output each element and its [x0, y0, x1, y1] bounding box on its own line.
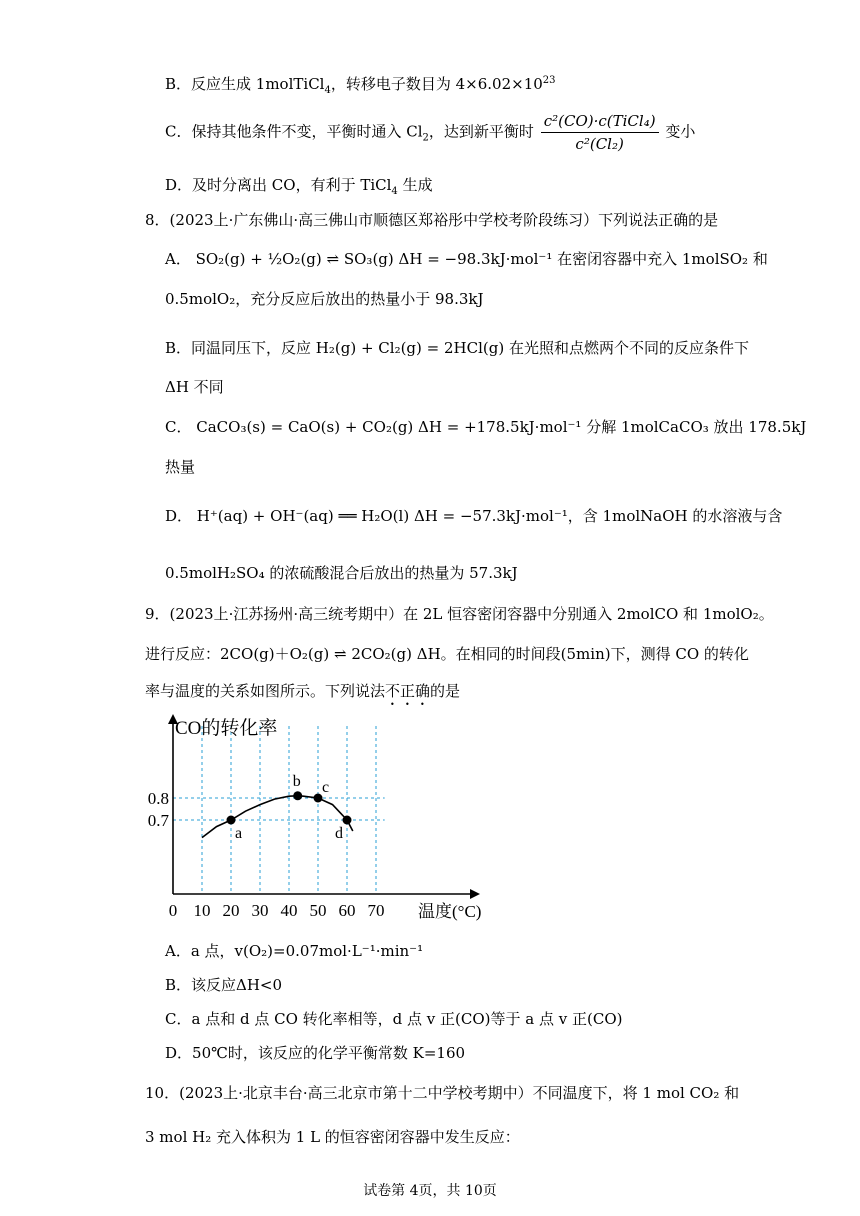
- point-label-b: b: [292, 772, 301, 790]
- fraction-numerator: c²(CO)·c(TiCl₄): [541, 112, 659, 133]
- co-conversion-chart: [135, 712, 495, 924]
- point-b: [293, 791, 302, 800]
- q8-option-d-line1: D． H⁺(aq) + OH⁻(aq) ══ H₂O(l) ΔH = −57.3kJ·mol⁻¹，含 1molNaOH 的水溶液与含: [165, 507, 783, 525]
- q9-stem-line2: 进行反应：2CO(g)＋O₂(g) ⇌ 2CO₂(g) ΔH。在相同的时间段(5min)下，测得 CO 的转化: [145, 645, 749, 663]
- chart-ticks: [148, 789, 385, 920]
- x-tick-label: 40: [280, 901, 298, 920]
- q10-stem-line1: 10．(2023上·北京丰台·高三北京市第十二中学校考期中）不同温度下，将 1 mol CO₂ 和: [145, 1084, 740, 1102]
- q7-optc-fraction: [541, 112, 659, 153]
- q9-option-c: C．a 点和 d 点 CO 转化率相等，d 点 v 正(CO)等于 a 点 v 正(CO): [165, 1010, 623, 1028]
- q9-stem-line1: 9．(2023上·江苏扬州·高三统考期中）在 2L 恒容密闭容器中分别通入 2molCO 和 1molO₂。: [145, 605, 774, 623]
- y-tick-label: 0.8: [147, 789, 169, 808]
- x-tick-label: 30: [251, 901, 269, 920]
- point-a: [227, 816, 236, 825]
- point-d: [343, 816, 352, 825]
- x-tick-label: 70: [367, 901, 385, 920]
- x-tick-label: 50: [309, 901, 327, 920]
- q9-stem-line3: [145, 680, 460, 709]
- chart-y-axis-label: CO的转化率: [175, 718, 278, 739]
- fraction-denominator: c²(Cl₂): [575, 135, 624, 153]
- q7-optb-sub: 4: [324, 85, 331, 96]
- q9-option-b: B．该反应ΔH<0: [165, 976, 283, 994]
- q7-option-d: [165, 174, 433, 197]
- q8-option-d-line2: 0.5molH₂SO₄ 的浓硫酸混合后放出的热量为 57.3kJ: [165, 564, 518, 582]
- q8-option-b-line1: B．同温同压下，反应 H₂(g) + Cl₂(g) = 2HCl(g) 在光照和点燃两个不同的反应条件下: [165, 339, 749, 357]
- q7-option-b: [165, 73, 556, 96]
- conversion-curve: [202, 796, 353, 838]
- q7-optc-text2: ，达到新平衡时: [428, 122, 534, 141]
- q7-option-c: [165, 112, 695, 153]
- page-footer: 试卷第 4页，共 10页: [363, 1183, 497, 1199]
- chart-points: [227, 773, 352, 842]
- chart-x-axis-label: 温度(°C): [418, 902, 482, 921]
- q9-emphasis-not-correct: 不正确: [385, 682, 431, 700]
- q7-optd-text2: 生成: [397, 176, 433, 194]
- q7-optc-text1: C．保持其他条件不变，平衡时通入 Cl: [165, 122, 423, 141]
- q7-optd-text1: D．及时分离出 CO，有利于 TiCl: [165, 176, 392, 194]
- chart-grid: [173, 726, 385, 894]
- x-tick-label: 10: [193, 901, 211, 920]
- q9-stem-line3-c: 的是: [430, 682, 461, 700]
- q8-stem: 8．(2023上·广东佛山·高三佛山市顺德区郑裕彤中学校考阶段练习）下列说法正确的是: [145, 211, 719, 229]
- point-label-c: c: [322, 779, 330, 796]
- q8-option-c-line2: 热量: [165, 458, 196, 476]
- x-axis-arrow: [470, 889, 480, 899]
- y-tick-label: 0.7: [147, 811, 169, 830]
- q7-optc-suffix: 变小: [665, 122, 696, 141]
- q7-optb-text1: B．反应生成 1molTiCl: [165, 75, 325, 93]
- q7-optd-sub: 4: [391, 186, 398, 197]
- q7-optb-sup: 23: [542, 75, 556, 86]
- q8-option-b-line2: ΔH 不同: [165, 378, 224, 396]
- q9-option-a: A．a 点，v(O₂)=0.07mol·L⁻¹·min⁻¹: [165, 942, 424, 960]
- q9-stem-line3-a: 率与温度的关系如图所示。下列说法: [145, 682, 386, 700]
- point-label-a: a: [235, 825, 243, 842]
- q10-stem-line2: 3 mol H₂ 充入体积为 1 L 的恒容密闭容器中发生反应：: [145, 1128, 520, 1146]
- q8-option-c-line1: C． CaCO₃(s) = CaO(s) + CO₂(g) ΔH = +178.5kJ·mol⁻¹ 分解 1molCaCO₃ 放出 178.5kJ: [165, 418, 807, 436]
- q8-option-a-line2: 0.5molO₂，充分反应后放出的热量小于 98.3kJ: [165, 290, 484, 308]
- q7-optb-text2: ，转移电子数目为 4×6.02×10: [330, 75, 543, 93]
- x-tick-label: 0: [168, 901, 178, 920]
- q8-option-a-line1: A． SO₂(g) + ½O₂(g) ⇌ SO₃(g) ΔH = −98.3kJ·mol⁻¹ 在密闭容器中充入 1molSO₂ 和: [165, 250, 768, 268]
- q7-optc-sub: 2: [422, 132, 429, 144]
- point-label-d: d: [335, 825, 343, 842]
- chart-axes: [168, 714, 480, 899]
- q9-option-d: D．50℃时，该反应的化学平衡常数 K=160: [165, 1044, 466, 1062]
- x-tick-label: 60: [338, 901, 356, 920]
- x-tick-label: 20: [222, 901, 240, 920]
